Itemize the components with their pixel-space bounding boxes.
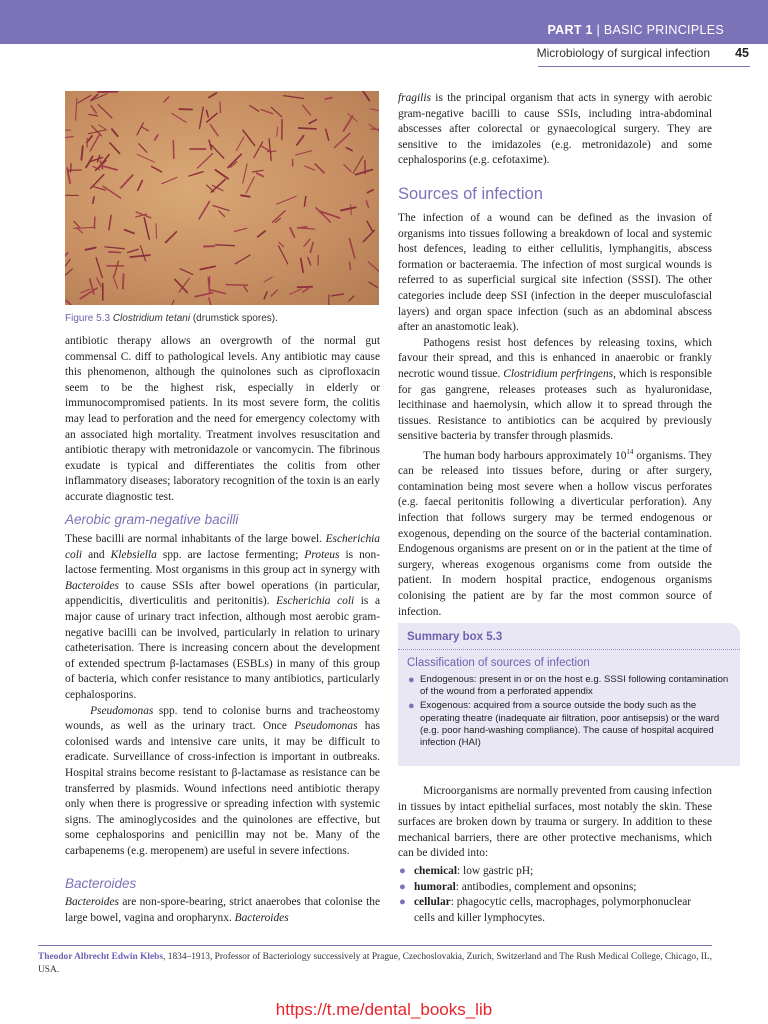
- bacillus-rod: [209, 93, 217, 98]
- bacillus-rod: [213, 206, 229, 211]
- bacillus-rod: [326, 129, 329, 140]
- bacillus-rod: [304, 197, 305, 207]
- bacillus-rod: [344, 116, 353, 131]
- bacillus-rod: [93, 197, 94, 203]
- bacillus-rod: [298, 227, 307, 228]
- sources-paragraph-2: Pathogens resist host defences by releasing toxins, which favour their spread, and this is enhanced in anaerobic or frankly necrotic wound tissue. Clostridium perfringens, which is responsible for gas gangrene, releases proteases such as hyaluronidase, lecithinase and haemolysin, which allow it to spread through the tissues. Resistance to antibiotics can be acquired by previously sensitive bacteria by transfer through plasmids.: [398, 336, 712, 443]
- bacillus-rod: [210, 125, 218, 136]
- bacillus-rod: [284, 96, 304, 99]
- chapter-title: Microbiology of surgical infection: [536, 46, 710, 60]
- heading-bacteroides: Bacteroides: [65, 876, 137, 891]
- summary-box-list: [407, 674, 729, 751]
- bacillus-rod: [257, 173, 264, 176]
- bacillus-rod: [128, 249, 138, 252]
- bacillus-rod: [346, 148, 352, 151]
- bacillus-rod: [74, 221, 80, 227]
- bacillus-rod: [137, 154, 154, 162]
- bacillus-rod: [344, 165, 351, 172]
- bacillus-rod: [99, 125, 106, 130]
- bacillus-rod: [121, 175, 133, 188]
- bacillus-rod: [278, 246, 287, 264]
- telegram-link[interactable]: https://t.me/dental_books_lib: [275, 1000, 493, 1019]
- bacillus-rod: [195, 293, 212, 297]
- bacillus-rod: [279, 242, 284, 246]
- defence-mechanisms-list: [398, 864, 712, 926]
- bacillus-rod: [304, 239, 310, 246]
- bacillus-rod: [325, 98, 331, 99]
- bacillus-rod: [164, 97, 169, 102]
- gram-negative-paragraph-1: These bacilli are normal inhabitants of the large bowel. Escherichia coli and Klebsiella spp. are lactose fermenting; Proteus is non-lactose fermenting. Most organisms in this group act in synergy with Bacteroides to cause SSIs after bowel operations (in particular, appendicitis, diverticulitis and peritonitis). Escherichia coli is a major cause of urinary tract infection, although most aerobic gram-negative bacilli can be involved, particularly in relation to urinary catheterisation. There is increasing concern about the development of extended spectrum β-lactamases (ESBLs) in many of this group of bacteria, which confer resistance to many antibiotics, particularly cephalosporins.: [65, 533, 380, 701]
- header-bar: [0, 0, 768, 44]
- bacillus-rod: [81, 289, 90, 293]
- bacillus-rod: [315, 164, 324, 173]
- bacillus-rod: [264, 292, 267, 299]
- header-rule: [538, 66, 750, 67]
- bacillus-rod: [91, 106, 96, 113]
- bacillus-rod: [303, 105, 311, 115]
- bacillus-rod: [96, 258, 102, 278]
- heading-sources-of-infection: Sources of infection: [398, 185, 543, 203]
- bacillus-rod: [369, 282, 377, 287]
- bacillus-rod: [98, 105, 112, 118]
- bacillus-rod: [76, 99, 77, 121]
- list-item: ● chemical: low gastric pH;: [398, 864, 712, 880]
- bacillus-rod: [155, 135, 158, 140]
- bacillus-rod: [81, 146, 82, 160]
- bacillus-rod: [105, 247, 125, 249]
- bacillus-rod: [350, 262, 351, 269]
- page-number: 45: [735, 46, 749, 60]
- bacillus-rod: [65, 259, 70, 269]
- bacillus-rod: [349, 296, 354, 301]
- bacillus-rod: [162, 177, 177, 183]
- bacillus-rod: [197, 154, 212, 169]
- bacillus-rod: [277, 196, 297, 204]
- bacteria-micrograph: [65, 91, 379, 305]
- bacillus-rod: [97, 278, 101, 287]
- bacillus-rod: [367, 221, 373, 231]
- bacillus-rod: [350, 239, 355, 258]
- gram-negative-section: [65, 532, 380, 859]
- bacillus-rod: [353, 156, 363, 173]
- bacillus-rod: [290, 228, 294, 237]
- right-top-paragraph: fragilis is the principal organism that acts in synergy with aerobic gram-negative bacilli to cause SSIs, including intra-abdominal abscesses after colorectal or gynaecological surgery. They are sensitive to the imidazoles (e.g. metronidazole) and some cephalosporins (e.g. cefotaxime).: [398, 92, 712, 167]
- defences-paragraph: Microorganisms are normally prevented from causing infection in tissues by intact epithelial surfaces, most notably the skin. These surfaces are broken down by trauma or surgery. In addition to these mechanical barriers, there are other protective mechanisms, which can be divided into:: [398, 785, 712, 860]
- left-intro-paragraph: antibiotic therapy allows an overgrowth of the normal gut commensal C. diff to pathological levels. Any antibiotic may cause this phenomenon, although the quinolones such as ciprofloxacin seem to be the highest risk, especially in elderly or immunocompromised patients. In its most severe form, the colitis may lead to perforation and the need for emergency colectomy with an associated high mortality. Treatment involves resuscitation and antibiotic therapy with metronidazole or vancomycin. The fibrinous exudate is typical and differentiates the colitis from other inflammatory diseases; laboratory recognition of the toxin is an early accurate diagnostic test.: [65, 335, 380, 503]
- bacillus-rod: [297, 136, 304, 145]
- bacillus-rod: [301, 258, 304, 272]
- bacillus-rod: [243, 130, 255, 145]
- bacillus-rod: [296, 151, 312, 155]
- bacillus-rod: [144, 218, 149, 239]
- bacillus-rod: [156, 224, 157, 239]
- bacillus-rod: [91, 94, 107, 101]
- bacillus-rod: [206, 110, 208, 117]
- bacillus-rod: [140, 246, 145, 261]
- bacillus-rod: [86, 156, 93, 167]
- bacillus-rod: [261, 110, 273, 114]
- bacillus-rod: [367, 190, 373, 193]
- bacillus-rod: [370, 109, 379, 113]
- bacillus-rod: [130, 255, 150, 257]
- bacteroides-paragraph: Bacteroides are non-spore-bearing, strict anaerobes that colonise the large bowel, vagina and oropharynx. Bacteroides: [65, 896, 380, 924]
- bacillus-rod: [303, 288, 309, 292]
- bacillus-rod: [209, 298, 214, 305]
- bacillus-rod: [299, 128, 316, 129]
- figure-caption: Figure 5.3 Clostridium tetani (drumstick spores).: [65, 313, 278, 324]
- bacillus-rod: [65, 269, 72, 276]
- gram-negative-paragraph-2: Pseudomonas spp. tend to colonise burns and tracheostomy wounds, as well as the urinary tract. Once Pseudomonas has colonised wards and intensive care units, it may be difficult to eradicate. Surveillance of cross-infection is important in outbreaks. Hospital strains become resistant to β-lactamase as resistance can be transferred by plasmids. Wound infections need antibiotic therapy only when there is progressive or spreading infection with systemic signs. The aminoglycosides and the quinolones are effective, but some cephalosporins and penicillin may not be. Many of the carbapenems (e.g. meropenem) are useful in severe infections.: [65, 704, 380, 857]
- bacillus-rod: [228, 154, 241, 167]
- bacillus-rod: [200, 107, 204, 128]
- bacillus-rod: [252, 170, 263, 172]
- bacillus-rod: [173, 141, 174, 159]
- bacillus-rod: [109, 252, 121, 253]
- bacillus-rod: [243, 164, 247, 183]
- bacillus-rod: [189, 172, 203, 176]
- bacillus-rod: [89, 114, 98, 116]
- bacillus-rod: [200, 266, 215, 269]
- bullet-icon: ●: [408, 674, 415, 686]
- summary-item: ● Exogenous: acquired from a source outside the body such as the operating theatre (inadequate air filtration, poor antisepsis) or the ward (e.g. poor hand-washing compliance). The cause of hospital acquired infection (HAI): [408, 700, 720, 749]
- bacillus-rod: [356, 170, 373, 175]
- bacillus-rod: [123, 274, 124, 289]
- bacillus-rod: [308, 257, 311, 265]
- sources-paragraph-3: The human body harbours approximately $10^{14}$ organisms. They can be released into tissues before, during or after surgery, contamination being most severe when a hollow viscus perforates (e.g. faecal peritonitis following a diverticular perforation). Any infection that follows surgery may be termed endogenous or exogenous, depending on the source of the bacterial contamination. Endogenous organisms are present on or in the patient at the time of surgery, whereas exogenous organisms come from outside the patient. In modern hospital practice, endogenous organisms colonising the patient are by far the most common source of infection.: [398, 447, 712, 618]
- bacillus-rod: [310, 243, 313, 253]
- bacillus-rod: [290, 289, 302, 294]
- list-item: ● cellular: phagocytic cells, macrophages, polymorphonuclear cells and killer lymphocytes.: [399, 896, 692, 924]
- bacillus-rod: [271, 290, 277, 296]
- bacillus-rod: [277, 127, 278, 136]
- bacillus-rod: [175, 279, 187, 292]
- bacillus-rod: [114, 261, 118, 276]
- bacillus-rod: [180, 269, 193, 275]
- bacillus-rod: [78, 96, 91, 103]
- bacillus-rod: [272, 211, 285, 223]
- bacillus-rod: [109, 215, 111, 229]
- bacillus-rod: [137, 123, 143, 135]
- bacillus-rod: [216, 245, 235, 246]
- bacillus-rod: [241, 195, 250, 196]
- summary-box-title: Summary box 5.3: [407, 631, 503, 643]
- bacillus-rod: [226, 285, 248, 286]
- bacillus-rod: [167, 300, 174, 305]
- bacillus-rod: [305, 166, 315, 170]
- bacillus-rod: [234, 228, 246, 231]
- sources-section: [398, 211, 712, 620]
- bacillus-rod: [246, 177, 254, 193]
- bacillus-rod: [309, 120, 316, 124]
- bacillus-rod: [65, 137, 73, 138]
- bacillus-rod: [113, 276, 117, 288]
- bacillus-rod: [141, 127, 148, 131]
- bacillus-rod: [71, 164, 72, 172]
- bacillus-rod: [250, 106, 259, 112]
- bacillus-rod: [269, 139, 271, 161]
- bullet-icon: ●: [399, 880, 406, 893]
- bullet-icon: ●: [399, 865, 406, 877]
- bullet-icon: ●: [408, 700, 415, 713]
- bullet-icon: ●: [399, 896, 406, 909]
- bacillus-rod: [271, 107, 281, 116]
- bacillus-rod: [65, 253, 68, 263]
- bacillus-rod: [91, 175, 104, 189]
- bacillus-rod: [368, 262, 379, 276]
- bacillus-rod: [88, 130, 106, 134]
- bacillus-rod: [152, 167, 162, 172]
- bacillus-rod: [264, 277, 272, 282]
- summary-box: [398, 623, 740, 766]
- part-label: PART 1 | BASIC PRINCIPLES: [547, 23, 724, 37]
- bacillus-rod: [363, 91, 369, 100]
- bacillus-rod: [258, 231, 265, 237]
- bacillus-rod: [86, 248, 96, 250]
- bacillus-rod: [138, 181, 143, 191]
- list-item: ● humoral: antibodies, complement and opsonins;: [398, 880, 712, 896]
- bacillus-rod: [199, 202, 209, 219]
- footnote: Theodor Albrecht Edwin Klebs, 1834–1913, Professor of Bacteriology successively at Prague, Czechoslovakia, Zurich, Switzerland and The Rush Medical College, Chicago, IL, USA.: [38, 952, 712, 975]
- bacillus-rod: [254, 142, 263, 158]
- bacillus-rod: [219, 211, 225, 217]
- bacillus-rod: [172, 113, 187, 122]
- bacillus-rod: [66, 300, 77, 305]
- bacillus-rod: [139, 144, 147, 153]
- bacillus-rod: [236, 137, 244, 151]
- bacillus-rod: [216, 170, 229, 179]
- heading-gram-negative: Aerobic gram-negative bacilli: [65, 512, 239, 527]
- bacillus-rod: [125, 230, 135, 234]
- bacillus-rod: [366, 201, 368, 207]
- bacillus-rod: [335, 133, 350, 147]
- bacillus-rod: [110, 143, 120, 153]
- summary-box-divider: [398, 649, 740, 650]
- footnote-rule: [38, 945, 712, 946]
- bacillus-rod: [103, 186, 121, 198]
- bacillus-rod: [341, 207, 356, 210]
- bacillus-rod: [351, 205, 352, 215]
- bacillus-rod: [244, 287, 248, 292]
- sources-paragraph-1: The infection of a wound can be defined as the invasion of organisms into tissues following a breakdown of local and systemic host defences, leading to either cellulitis, lymphangitis, abscess formation or bacteraemia. The infection of most surgical wounds is referred to as superficial surgical site infection (SSSI). The other categories include deep SSI (infection in the deeper musculofascial layers) and organ space infection (such as an abdominal abscess after an anastomotic leak).: [398, 212, 712, 334]
- bacillus-rod: [332, 294, 344, 296]
- summary-box-subtitle: Classification of sources of infection: [407, 657, 590, 669]
- bacillus-rod: [363, 230, 374, 241]
- micrograph-figure: [65, 91, 379, 305]
- bacillus-rod: [166, 232, 177, 243]
- bacillus-rod: [235, 255, 250, 264]
- summary-item: ● Endogenous: present in or on the host e.g. SSSI following contamination of the wound from a perforated appendix: [408, 674, 729, 698]
- bacillus-rod: [112, 129, 118, 136]
- bacillus-rod: [211, 145, 224, 158]
